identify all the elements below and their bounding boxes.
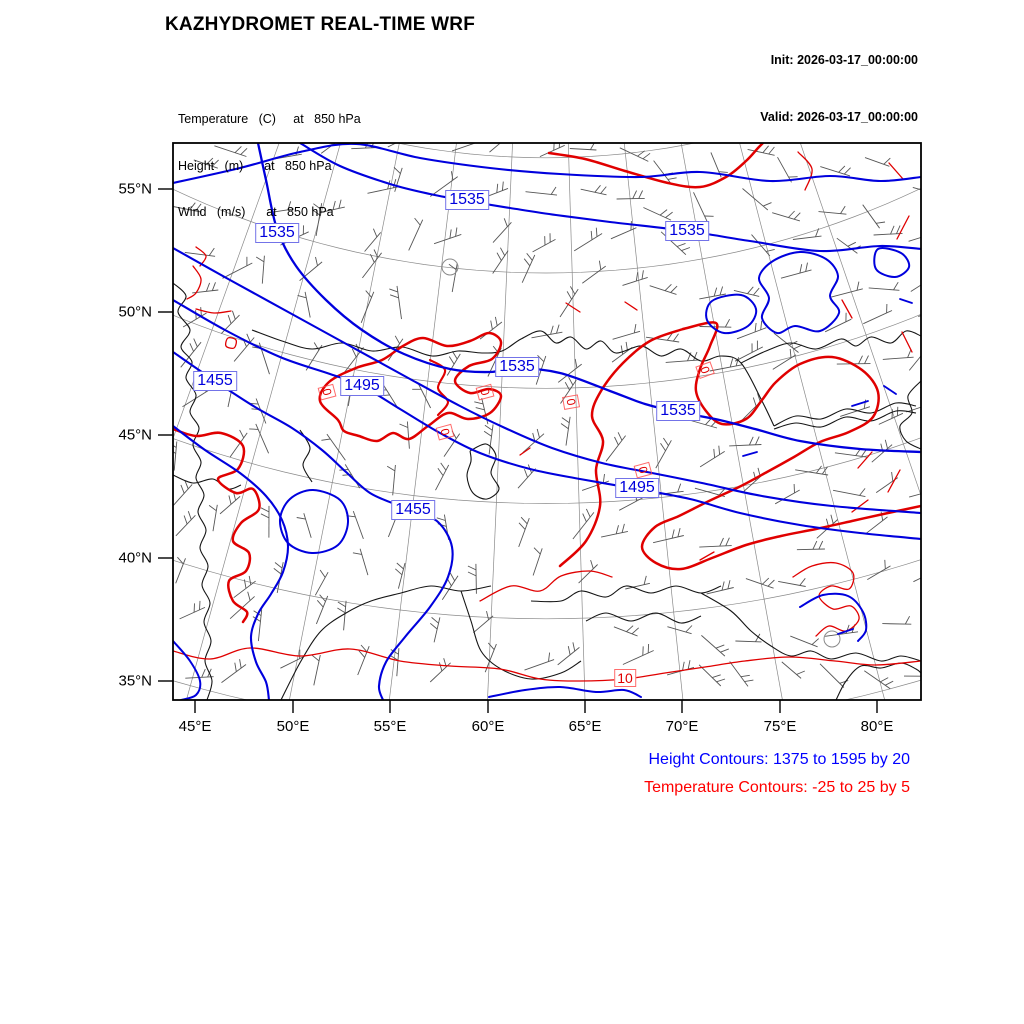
variable-temperature: Temperature (C) at 850 hPa: [178, 112, 361, 126]
lat-axis-label: 35°N: [118, 672, 152, 690]
lon-axis-label: 65°E: [568, 718, 602, 735]
lon-axis-label: 45°E: [178, 718, 212, 735]
lat-axis-label: 50°N: [118, 303, 152, 321]
lat-axis-label: 40°N: [118, 549, 152, 567]
temperature-contour-label: 0: [562, 394, 580, 409]
height-contour-label: 1535: [495, 357, 539, 377]
variable-wind: Wind (m/s) at 850 hPa: [178, 205, 334, 219]
lon-axis-label: 75°E: [763, 718, 797, 735]
temperature-contour-label: 0: [436, 424, 455, 440]
valid-time: Valid: 2026-03-17_00:00:00: [760, 110, 918, 124]
lat-axis-label: 55°N: [118, 180, 152, 198]
height-contour-label: 1455: [193, 371, 237, 391]
height-contour-label: 1535: [255, 223, 299, 243]
height-contour-label: 1495: [615, 478, 659, 498]
height-contour-label: 1535: [665, 221, 709, 241]
lon-axis-label: 80°E: [860, 718, 894, 735]
lon-axis-label: 70°E: [665, 718, 699, 735]
lon-axis-label: 60°E: [471, 718, 505, 735]
temperature-contours-caption: Temperature Contours: -25 to 25 by 5: [644, 779, 910, 796]
height-contour-label: 1535: [656, 401, 700, 421]
run-times: [760, 13, 918, 165]
temperature-contour-label: 0: [318, 384, 337, 400]
height-contours-caption: Height Contours: 1375 to 1595 by 20: [648, 751, 910, 768]
lat-axis-label: 45°N: [118, 426, 152, 444]
variable-height: Height (m) at 850 hPa: [178, 158, 332, 173]
temperature-contour-label: 0: [695, 361, 714, 378]
lon-axis-label: 55°E: [373, 718, 407, 735]
temperature-contour-label: 10: [614, 669, 636, 687]
height-contour-label: 1495: [340, 376, 384, 396]
height-contour-label: 1535: [445, 190, 489, 210]
init-time: Init: 2026-03-17_00:00:00: [770, 53, 918, 67]
temperature-contour-label: 0: [476, 384, 495, 400]
lon-axis-label: 50°E: [276, 718, 310, 735]
temperature-contour-label: 0: [634, 462, 653, 478]
height-contour-label: 1455: [391, 500, 435, 520]
page-title: KAZHYDROMET REAL-TIME WRF: [165, 14, 476, 35]
